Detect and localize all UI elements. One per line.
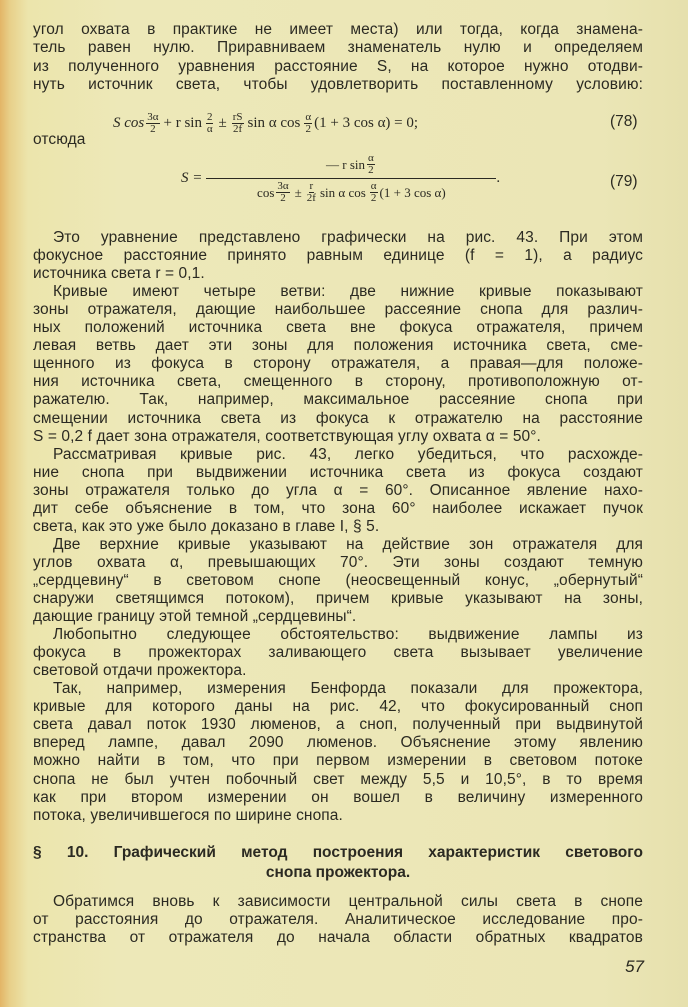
fraction xyxy=(370,181,378,204)
text-line: от расстояния до отражателя. Аналитическое исследование про- xyxy=(33,911,643,928)
hence-text: отсюда xyxy=(33,131,86,148)
fraction xyxy=(276,181,289,204)
denominator: 2f xyxy=(233,123,243,135)
text-line: S = 0,2 f дает зона отражателя, соответствующая углу охвата α = 50°. xyxy=(33,427,541,445)
text-line: зоны отражателя только до угла α = 60°. Описанное явление нахо- xyxy=(33,481,643,499)
eq-term: + r sin xyxy=(163,115,202,131)
text-line: света давал поток 1930 люменов, а сноп, полученный при выдвинутой xyxy=(33,716,643,734)
equation-79 xyxy=(181,153,500,204)
eq-period: . xyxy=(496,170,501,186)
denominator: α xyxy=(206,123,213,135)
text-line: Обратимся вновь к зависимости центральной силы света в снопе xyxy=(53,893,643,910)
text-line: кривые для которого даны на рис. 42, что фокусированный сноп xyxy=(33,698,643,716)
text-line: дающие границу этой темной „сердцевины“. xyxy=(33,608,357,626)
text-line: Две верхние кривые указывают на действие зон отражателя для xyxy=(53,535,643,553)
section-heading-line: снопа прожектора. xyxy=(265,864,411,881)
text-line: ных положений источника света вне фокуса отражателя, причем xyxy=(33,319,643,337)
equation-number-79: (79) xyxy=(610,173,638,190)
numerator: 3α xyxy=(147,111,159,123)
fraction xyxy=(307,181,316,204)
text-line: зоны отражателя, дающие наибольшее рассеяние снопа для различ- xyxy=(33,301,643,319)
text-line: Любопытно следующее обстоятельство: выдвижение лампы из xyxy=(53,626,643,644)
eq-numerator xyxy=(326,153,377,178)
text-line: Так, например, измерения Бенфорда показали для прожектора, xyxy=(53,680,643,698)
denominator: 2 xyxy=(370,192,377,204)
text-line: из полученного уравнения расстояние S, на которое нужно отодви- xyxy=(33,57,643,75)
eq-lhs: S = xyxy=(181,170,203,186)
text-line: Это уравнение представлено графически на рис. 43. При этом xyxy=(53,229,643,246)
eq-term: (1 + 3 cos α) xyxy=(379,184,446,200)
big-fraction xyxy=(206,153,496,204)
text-line: фокуса в прожекторах заливающего света вызывает увеличение xyxy=(33,644,643,662)
numerator: α xyxy=(305,111,312,123)
text-line: углов охвата α, превышающих 70°. Эти зоны создают темную xyxy=(33,553,643,571)
page-number: 57 xyxy=(625,957,644,976)
text-line: вперед лампе, давал 2090 люменов. Объяснение этому явлению xyxy=(33,734,643,752)
text-line: Кривые имеют четыре ветви: две нижние кривые показывают xyxy=(53,283,643,301)
text-line: источника света r = 0,1. xyxy=(33,265,205,283)
denominator: 2 xyxy=(150,123,156,135)
text-line: „сердцевину“ в световом снопе (неосвещенный конус, „обернутый“ xyxy=(33,571,643,589)
eq-term: sin α cos xyxy=(319,184,366,200)
text-line: света, как это уже было доказано в главе I, § 5. xyxy=(33,517,380,535)
eq-term: sin α cos xyxy=(247,115,301,131)
text-line: потока, увеличившегося по ширине снопа. xyxy=(33,806,343,824)
text-line: щенного из фокуса в сторону отражателя, а правая—для положе- xyxy=(33,355,643,373)
text-line: ния источника света, смещенного в сторону, противоположную от- xyxy=(33,373,643,391)
eq-term: cos xyxy=(257,184,275,200)
numerator: 3α xyxy=(277,180,289,192)
numerator: rS xyxy=(232,111,243,123)
text-line: дит себе объяснение в том, что зона 60° наиболее искажает пучок xyxy=(33,499,643,517)
numerator: α xyxy=(370,180,377,192)
text-line: снопа не был учтен побочный свет между 5,5 и 10,5°, в то время xyxy=(33,770,643,788)
text-line: ражателю. Так, например, максимальное рассеяние снопа при xyxy=(33,391,643,409)
eq-term: (1 + 3 cos α) = 0; xyxy=(314,115,419,131)
text-line: снаружи светящимся потоком), причем кривые указывают на зоны, xyxy=(33,590,643,607)
text-line: фокусное расстояние принято равным единице (f = 1), а радиус xyxy=(33,247,643,265)
section-heading xyxy=(33,843,643,883)
text-line: левая ветвь дает эти зоны для положения источника света, сме- xyxy=(33,337,643,355)
denominator: 2 xyxy=(280,192,286,204)
denominator: 2 xyxy=(368,164,374,176)
eq-term: — r sin xyxy=(325,156,365,172)
text-line: можно найти в том, что при первом измерении в световом потоке xyxy=(33,752,643,770)
text-line: световой отдачи прожектора. xyxy=(33,662,247,680)
eq-term: ± xyxy=(218,115,227,131)
text-line: нуть источник света, чтобы удовлетворить поставленному условию: xyxy=(33,75,643,93)
section-heading-line: § 10. Графический метод построения характеристик светового xyxy=(33,844,643,861)
text-line: угол охвата в практике не имеет места) или тогда, когда знамена- xyxy=(33,21,643,38)
denominator: 2f xyxy=(306,192,316,204)
text-line: Рассматривая кривые рис. 43, легко убедиться, что расхожде- xyxy=(53,445,643,463)
text-line: смещении источника света из фокуса к отражателю на расстояние xyxy=(33,409,643,427)
numerator: r xyxy=(309,180,314,192)
equation-number-78: (78) xyxy=(610,113,638,130)
fraction xyxy=(367,153,375,176)
eq-term: S cos xyxy=(113,115,145,131)
text-line: как при втором измерении он вошел в величину измеренного xyxy=(33,788,643,806)
text-line: странства от отражателя до начала области обратных квадратов xyxy=(33,929,643,946)
eq-denominator xyxy=(206,178,496,204)
numerator: 2 xyxy=(206,111,213,123)
eq-term: ± xyxy=(294,184,302,200)
text-line: тель равен нулю. Приравниваем знаменатель нулю и определяем xyxy=(33,39,643,57)
denominator: 2 xyxy=(305,123,311,135)
text-line: ние снопа при выдвижении источника света из фокуса создают xyxy=(33,463,643,481)
numerator: α xyxy=(367,152,374,164)
